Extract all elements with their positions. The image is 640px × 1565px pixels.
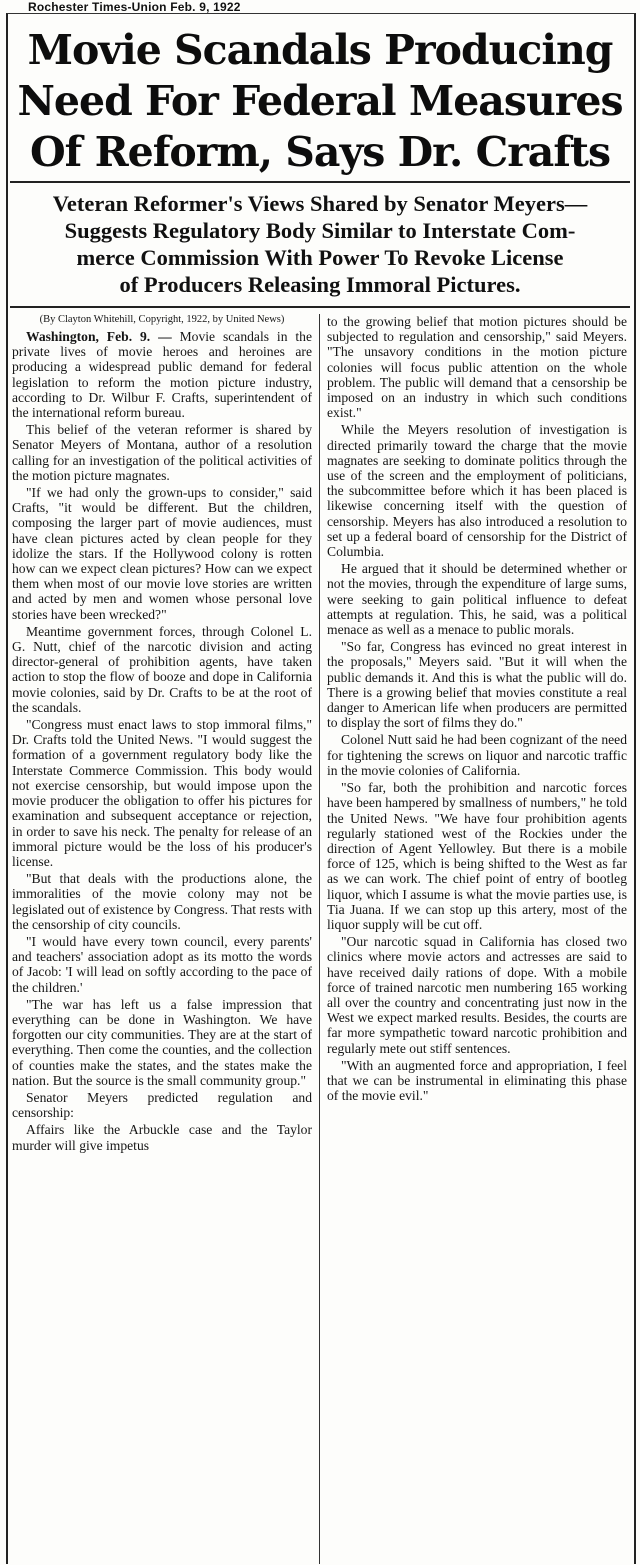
- article-paragraph: "If we had only the grown-ups to consider," said Crafts, "it would be different. But the children, composing the larger part of movie audiences, must have clean pictures acted by clean people for they idolize the stars. If the Hollywood colony is rotten how can we expect clean pictures? How can we expect them when most of our movie love stories are written and acted by men and women whose personal love stories have been wrecked?": [12, 485, 312, 622]
- article-column-right: [327, 314, 627, 1564]
- article-paragraph: "The war has left us a false impression that everything can be done in Washington. We have forgotten our city communities. They are at the start of everything. Then come the counties, and the collection of counties make the states, and the states make the nation. But the source is the small community group.": [12, 996, 312, 1088]
- article-column-left: [12, 314, 312, 1564]
- article-paragraph: "Our narcotic squad in California has closed two clinics where movie actors and actresses are said to have received daily rations of dope. With a mobile force of trained narcotic men numbering 165 working all over the country and concentrating just now in the West we expect marked results. Besides, the courts are far more sympathetic toward narcotic prohibition and regularly mete out stiff sentences.: [327, 934, 627, 1056]
- paragraph-text: Movie scandals in the private lives of movie heroes and heroines are producing a widespread public demand for federal legislation to reform the motion picture industry, according to Dr. Wilbur F. Crafts, superintendent of the international reform bureau.: [12, 329, 312, 421]
- headline-line-3: Of Reform, Says Dr. Crafts: [29, 128, 611, 176]
- article-paragraph: "So far, both the prohibition and narcotic forces have been hampered by smallness of numbers," he told the United News. "We have four prohibition agents regularly stationed west of the Rockies under the direction of Agent Yellowley. But there is a mobile force of 125, which is being shifted to the West as far as we can work. The chief point of entry of bootleg liquor, which I assume is what the movie parties use, is Tia Juana. If we can stop up this artery, most of the liquor supply will be cut off.: [327, 780, 627, 932]
- article-paragraph: [12, 329, 312, 420]
- column-divider: [319, 314, 320, 1564]
- article-paragraph: to the growing belief that motion pictures should be subjected to regulation and censorship," said Meyers. "The unsavory conditions in the motion picture colonies will focus public attention on the whole problem. The public will demand that a censorship be imposed on an industry in which such conditions exist.": [327, 314, 627, 421]
- article-paragraph: "I would have every town council, every parents' and teachers' association adopt as its motto the words of Jacob: 'I will lead on softly according to the pace of the children.': [12, 933, 312, 995]
- article-paragraph: "With an augmented force and appropriation, I feel that we can be instrumental in eliminating this phase of the movie evil.": [327, 1057, 627, 1104]
- deck-line-2: Suggests Regulatory Body Similar to Interstate Com-: [64, 218, 576, 243]
- article-paragraph: Meantime government forces, through Colonel L. G. Nutt, chief of the narcotic division and acting director-general of prohibition agents, have taken action to stop the flow of booze and dope in California movie colonies, said by Dr. Crafts to be at the root of the scandals.: [12, 623, 312, 715]
- deck-rule: [10, 306, 630, 308]
- article-paragraph: This belief of the veteran reformer is shared by Senator Meyers of Montana, author of a resolution calling for an investigation of the political activities of the motion picture magnates.: [12, 422, 312, 483]
- deck-line-3: merce Commission With Power To Revoke License: [76, 245, 564, 270]
- article-paragraph: Colonel Nutt said he had been cognizant of the need for tightening the screws on liquor and narcotic traffic in the movie colonies of California.: [327, 732, 627, 778]
- article-paragraph: "But that deals with the productions alone, the immoralities of the movie colony may not be legislated out of existence by Congress. That rests with the censorship of city councils.: [12, 871, 312, 932]
- deck-line-1: Veteran Reformer's Views Shared by Senator Meyers—: [52, 191, 588, 216]
- dateline: Washington, Feb. 9. —: [26, 329, 172, 344]
- article-paragraph: Affairs like the Arbuckle case and the Taylor murder will give impetus: [12, 1122, 312, 1153]
- article-paragraph: While the Meyers resolution of investigation is directed primarily toward the charge that the movie magnates are seeking to dominate politics through the use of the screen and the employment of politicians, the subcommittee before which it has been placed is likewise concerning itself with the question of censorship. Meyers has also introduced a resolution to set up a federal board of censorship for the District of Columbia.: [327, 422, 627, 560]
- byline: (By Clayton Whitehill, Copyright, 1922, by United News): [39, 314, 285, 325]
- article-paragraph: Senator Meyers predicted regulation and censorship:: [12, 1089, 312, 1121]
- article-paragraph: He argued that it should be determined whether or not the movies, through the expenditure of large sums, were seeking to gain political influence to defeat attempts at regulation. This, he said, was a political menace as well as a menace to public morals.: [327, 561, 627, 638]
- source-caption: Rochester Times-Union Feb. 9, 1922: [28, 0, 241, 14]
- deck-line-4: of Producers Releasing Immoral Pictures.: [119, 272, 521, 297]
- article-paragraph: "So far, Congress has evinced no great interest in the proposals," Meyers said. "But it will when the public demands it. And this is what the public will do. There is a growing belief that movies constitute a real danger to American life when producers are permitted to display the sort of films they do.": [327, 639, 627, 731]
- headline-line-1: Movie Scandals Producing: [27, 26, 613, 74]
- headline-line-2: Need For Federal Measures: [17, 77, 623, 125]
- headline-rule: [10, 181, 630, 183]
- article-paragraph: "Congress must enact laws to stop immoral films," Dr. Crafts told the United News. "I would suggest the formation of a government regulatory body like the Interstate Commerce Commission. This body would not exercise censorship, but would impose upon the movie producer the obligation to offer his pictures for examination and subsequent acceptance or rejection, in order to save his neck. The penalty for release of an immoral picture would be the loss of his producer's license.: [12, 717, 312, 869]
